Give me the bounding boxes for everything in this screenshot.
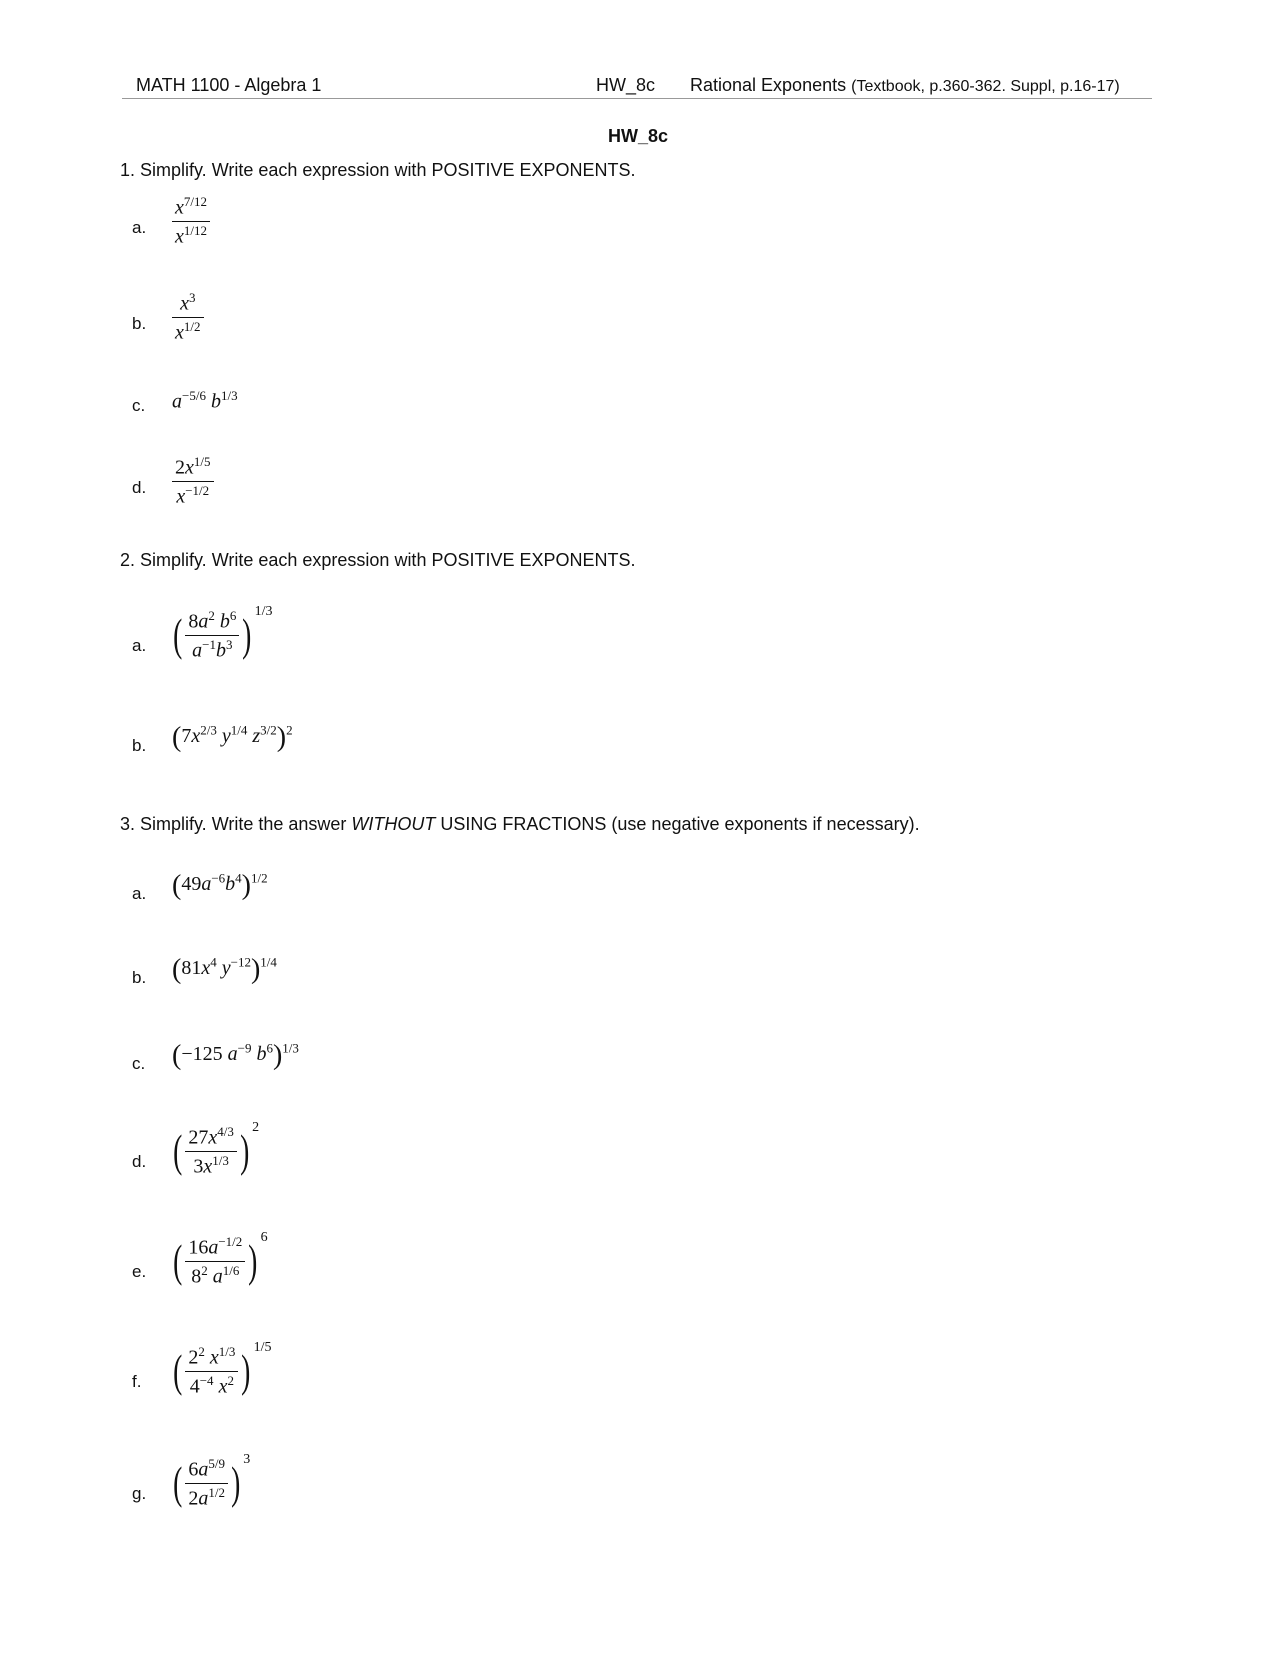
denominator: $x^{-1/2}$ [176,482,210,508]
fraction [185,1344,238,1398]
problem-2b-label: b. [132,736,147,755]
course-name: MATH 1100 - Algebra 1 [136,75,322,95]
problem-3b-expression: ($81x^4$ $y^{-12})^{1/4}$ [172,954,277,985]
topic [690,75,1120,96]
problem-1a-label: a. [132,218,147,237]
denominator: $a^{-1}b^3$ [192,636,233,662]
problem-1d-label: d. [132,478,147,497]
problem-3e-expression: ( $\frac{16a^{-1/2}}{8^2 a^{1/6}}$ ) 6 [173,1230,268,1288]
numerator: $2x^{1/5}$ [172,454,214,482]
section-2-heading: 2. Simplify. Write each expression with POSITIVE EXPONENTS. [120,550,636,570]
problem-3b-label: b. [132,968,147,987]
denominator: $2a^{1/2}$ [188,1484,225,1510]
problem-3g-label: g. [132,1484,147,1503]
problem-3a-label: a. [132,884,147,903]
problem-3f-expression: ( $\frac{2^2 x^{1/3}}{4^{-4} x^2}$ ) 1/5 [173,1340,272,1398]
numerator: $2^2$ $x^{1/3}$ [185,1344,238,1372]
textbook-reference: (Textbook, p.360-362. Suppl, p.16-17) [851,78,1120,95]
fraction [185,608,239,662]
topic-title: Rational Exponents [690,75,847,95]
fraction [185,1124,237,1178]
problem-2b-expression: ($7x^{2/3}$ $y^{1/4}$ $z^{3/2})^2$ [172,722,293,753]
numerator: $6a^{5/9}$ [185,1456,228,1484]
numerator: $x^3$ [172,290,204,318]
problem-3e-label: e. [132,1262,147,1281]
problem-1c-expression: $a^{-5/6}$ $b^{1/3}$ [172,388,238,413]
problem-3f-label: f. [132,1372,142,1391]
denominator: $4^{-4}$ $x^2$ [189,1372,234,1398]
section-3-heading: 3. Simplify. Write the answer WITHOUT USING FRACTIONS (use negative exponents if necessary). [120,814,920,834]
problem-2a-label: a. [132,636,147,655]
problem-3g-expression: ( $\frac{6a^{5/9}}{2a^{1/2}}$ ) 3 [173,1452,251,1510]
fraction [172,290,204,344]
problem-1c-label: c. [132,396,146,415]
numerator: $8a^2$ $b^6$ [185,608,239,636]
fraction [185,1234,245,1288]
numerator: $x^{7/12}$ [172,194,210,222]
section-1-heading: 1. Simplify. Write each expression with POSITIVE EXPONENTS. [120,160,636,180]
fraction [172,454,214,508]
numerator: $16a^{-1/2}$ [185,1234,245,1262]
denominator: $3x^{1/3}$ [193,1152,229,1178]
fraction [172,194,210,248]
document-title: HW_8c [608,126,669,146]
homework-id: HW_8c [596,75,656,95]
denominator: $x^{1/12}$ [175,222,208,248]
denominator: $x^{1/2}$ [175,318,201,344]
fraction [185,1456,228,1510]
page-header [122,72,1152,99]
denominator: $8^2$ $a^{1/6}$ [191,1262,240,1288]
problem-3d-label: d. [132,1152,147,1171]
problem-1a-expression [172,194,210,248]
problem-3a-expression: $(49a^{-6}b^4)^{1/2}$ [172,870,268,901]
problem-3c-label: c. [132,1054,146,1073]
numerator: $27x^{4/3}$ [185,1124,237,1152]
problem-1b-label: b. [132,314,147,333]
problem-1d-expression [172,454,214,508]
problem-2a-expression: ( $\frac{8a^2 b^6}{a^{-1}b^3}$ ) 1/3 [173,604,273,662]
problem-1b-expression [172,290,204,344]
problem-3c-expression: (−125 $a^{-9}$ $b^6)^{1/3}$ [172,1040,299,1071]
problem-3d-expression: ( $\frac{27x^{4/3}}{3x^{1/3}}$ ) 2 [173,1120,260,1178]
